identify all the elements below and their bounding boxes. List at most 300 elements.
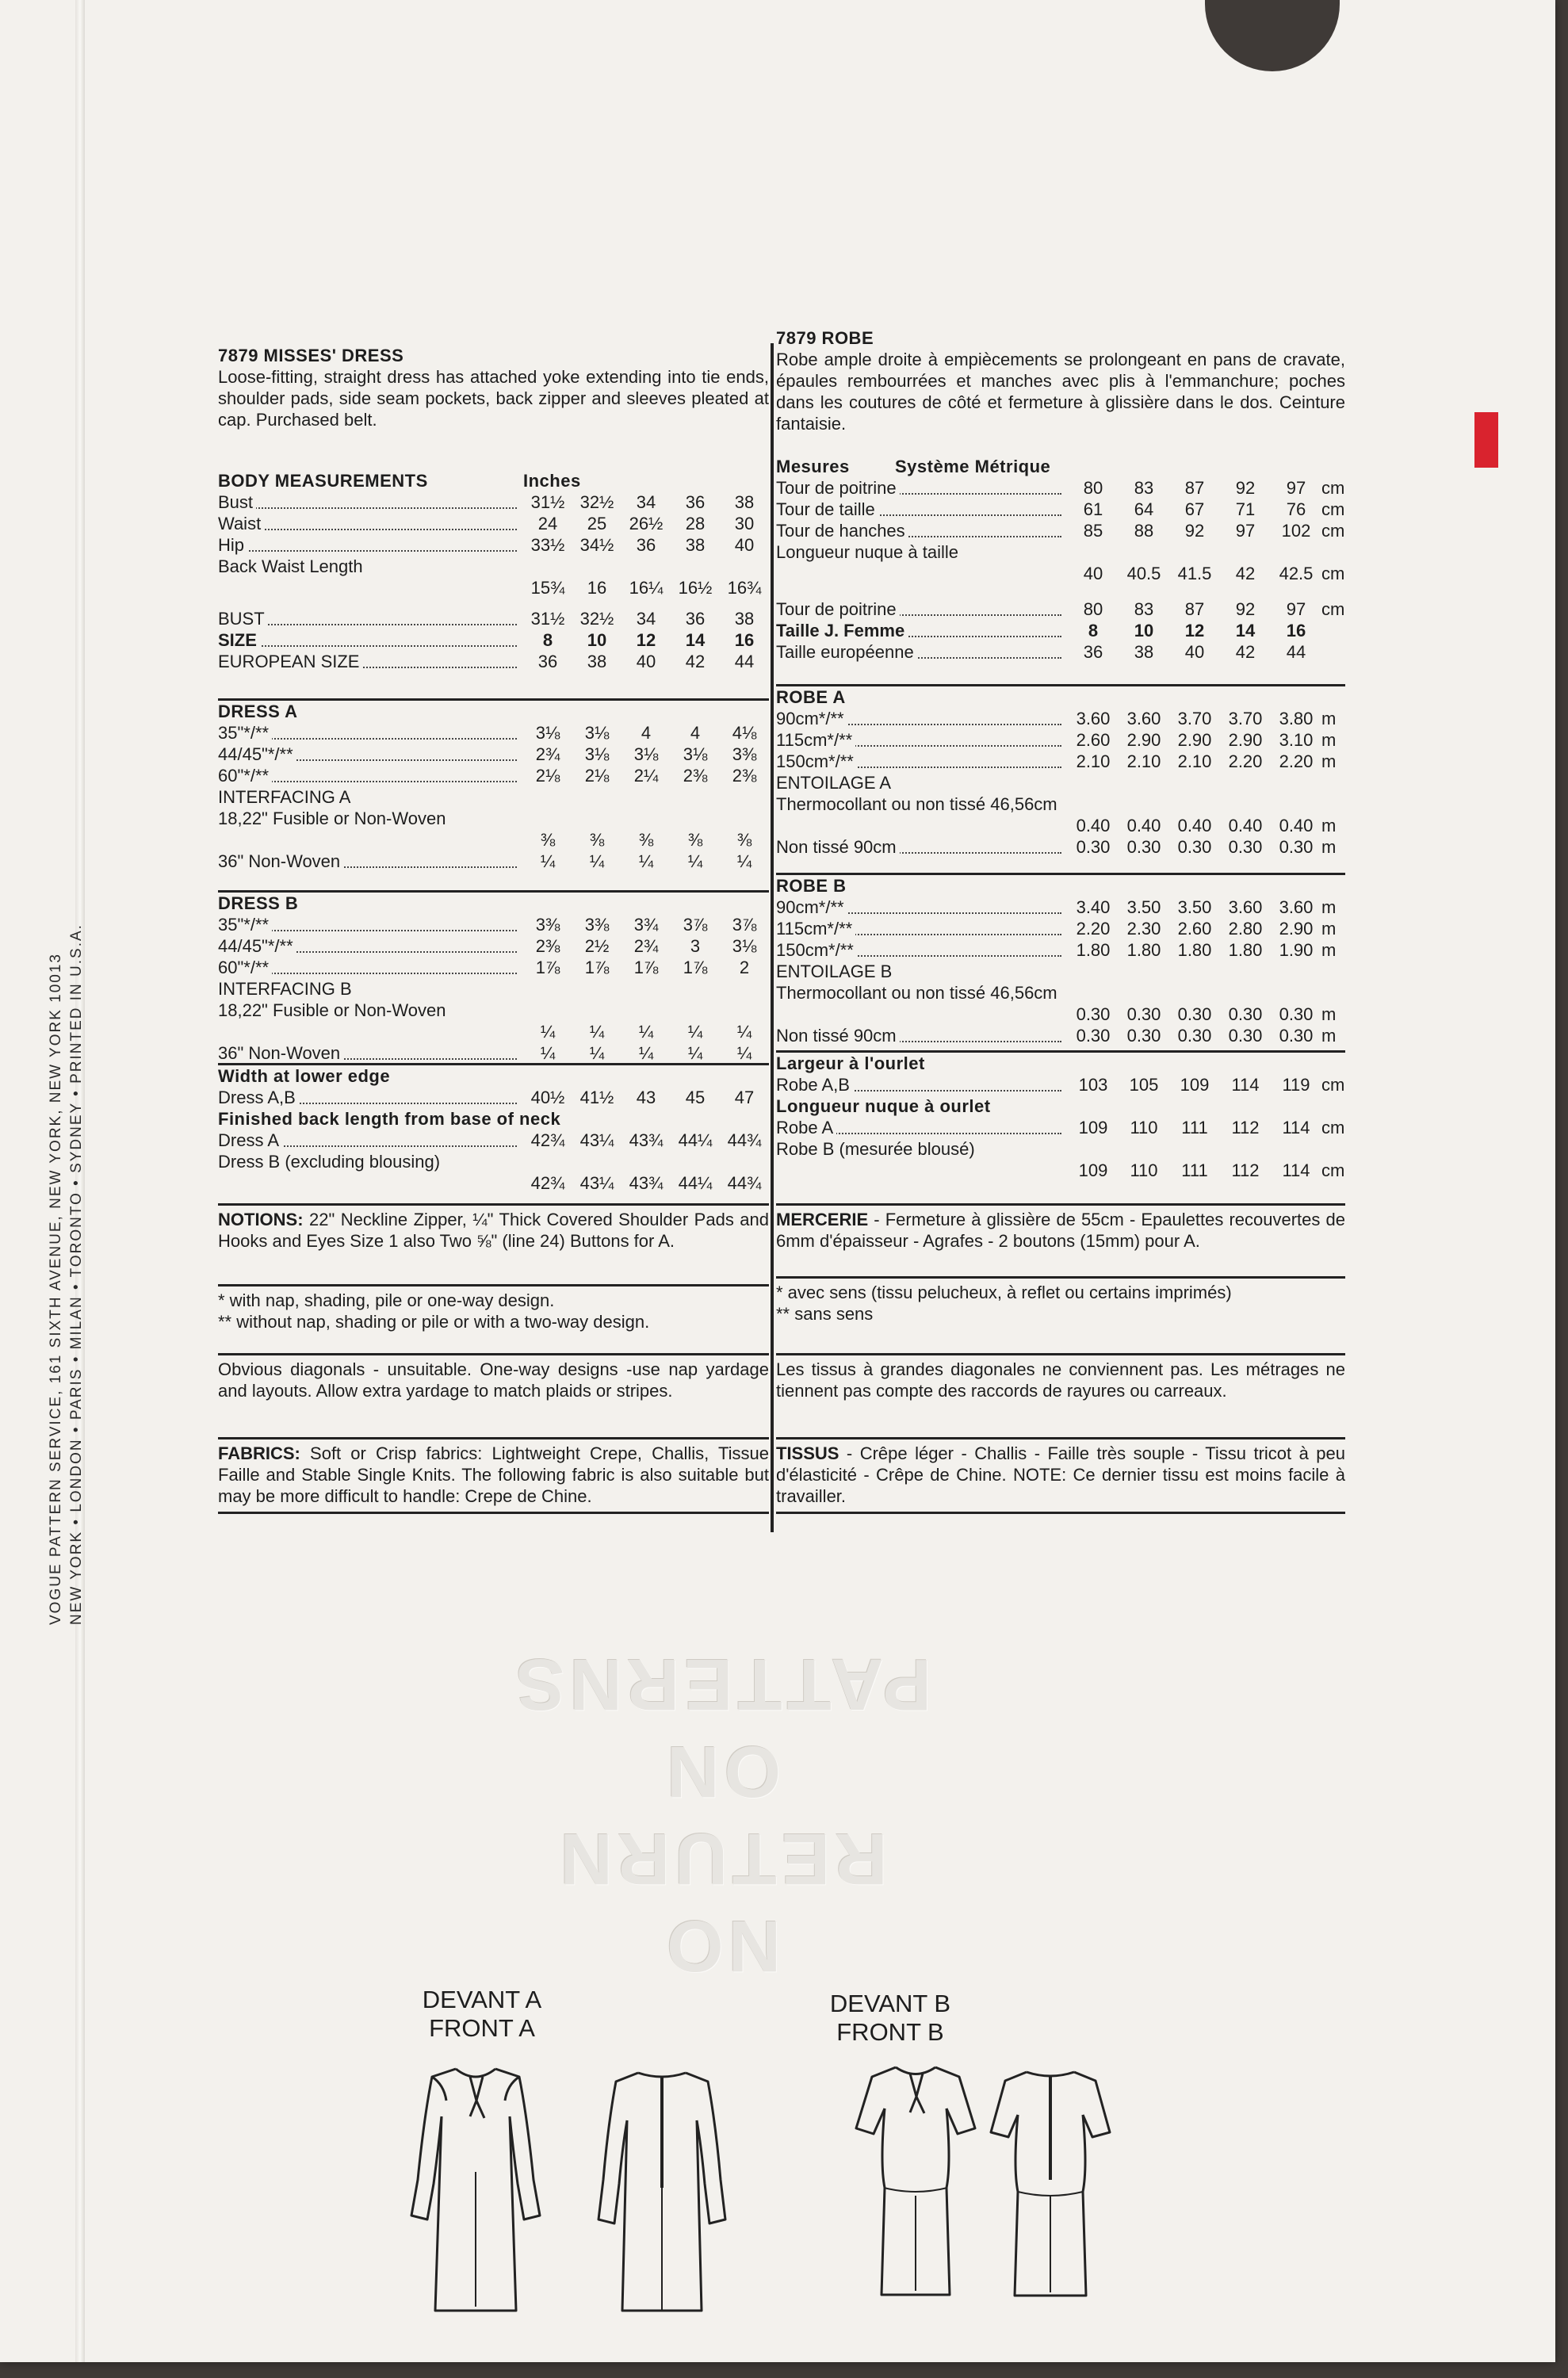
en-size-value: 38 <box>734 609 755 629</box>
fr-length-a-row <box>776 1117 1345 1138</box>
en-dress-b-yardage-value: 2⅜ <box>535 936 560 956</box>
en-nap-notes <box>218 1284 769 1332</box>
en-measurement-row-label: Bust <box>218 491 523 513</box>
fr-width-row <box>776 1074 1345 1095</box>
fr-measurement-value: 64 <box>1134 499 1154 519</box>
en-interfacing-a-value: ¼ <box>540 851 556 871</box>
en-interfacing-b-value: ¼ <box>589 1022 605 1042</box>
en-dress-b-yardage-row-label: 44/45"*/** <box>218 935 523 957</box>
en-dress-a-yardage-value: 2¾ <box>535 744 560 764</box>
fr-nap-note-2: ** sans sens <box>776 1304 874 1324</box>
fr-nap-note-1: * avec sens (tissu pelucheux, à reflet ou certains imprimés) <box>776 1283 1232 1302</box>
fr-entoilage-a-heading: ENTOILAGE A <box>776 773 892 793</box>
dress-b-back-sketch <box>983 2061 1118 2307</box>
en-dress-b-yardage-value: 3⅞ <box>683 915 708 935</box>
en-dress-b-yardage-row-label: 60"*/** <box>218 957 523 978</box>
en-interfacing-a-value: ⅜ <box>736 830 752 850</box>
view-b-french: DEVANT B <box>829 1990 951 2017</box>
fr-entoilage-b-value: 0.30 <box>1228 1004 1263 1024</box>
fr-robe-a <box>776 684 1345 858</box>
fr-measurement-value: 83 <box>1134 478 1154 498</box>
fr-robe-a-yardage-row-label: 150cm*/** <box>776 751 1068 772</box>
en-interfacing-a-value: ¼ <box>687 851 703 871</box>
en-dress-a-yardage-value: 3⅛ <box>535 723 560 743</box>
fr-entoilage-a-value: 0.40 <box>1228 816 1263 835</box>
en-size-value: 12 <box>636 630 656 650</box>
fr-length-a-value: 109 <box>1078 1118 1108 1137</box>
stamp-line-2: ON PATTERNS <box>511 1644 932 1812</box>
fr-size-value: 80 <box>1083 599 1103 619</box>
en-measurement-row <box>218 534 769 556</box>
fr-size-row <box>776 641 1345 663</box>
en-description: Loose-fitting, straight dress has attached yoke extending into tie ends, shoulder pads, side seam pockets, back zipper and sleeves pleated at cap. Purchased belt. <box>218 367 769 430</box>
en-notions-label: NOTIONS: <box>218 1210 304 1229</box>
fr-width-value: 109 <box>1180 1075 1210 1095</box>
en-dress-b-yardage-row <box>218 914 769 935</box>
en-dress-b-yardage-value: 3¾ <box>633 915 659 935</box>
fr-length-a-row <box>776 1117 1345 1138</box>
en-size-row <box>218 608 769 629</box>
en-dress-a-yardage-row <box>218 765 769 786</box>
fr-finished-measurements <box>776 1050 1345 1181</box>
en-body-measurements <box>218 470 769 672</box>
pattern-info-sheet <box>218 313 1345 1534</box>
en-dress-a-yardage-value: 4⅛ <box>732 723 757 743</box>
en-nap-note-1: * with nap, shading, pile or one-way design. <box>218 1290 555 1310</box>
fr-measurement-value: 87 <box>1184 478 1205 498</box>
en-length-a-value: 42¾ <box>530 1130 565 1150</box>
en-body-measurements-heading: BODY MEASUREMENTS <box>218 471 428 491</box>
fr-size-value: 42 <box>1235 642 1256 662</box>
fr-size-value: 36 <box>1083 642 1103 662</box>
fr-robe-b-heading: ROBE B <box>776 876 847 896</box>
fr-measurement-value: 41.5 <box>1177 564 1212 583</box>
dress-b-front-sketch <box>848 2053 983 2307</box>
en-length-b-value: 42¾ <box>530 1173 565 1193</box>
fr-width-value: 119 <box>1282 1075 1310 1095</box>
en-measurement-value: 28 <box>685 514 706 533</box>
en-nap-note-2: ** without nap, shading or pile or with a two-way design. <box>218 1312 650 1332</box>
en-dress-a-yardage-value: 4 <box>641 723 652 743</box>
en-size-row-label: EUROPEAN SIZE <box>218 651 523 672</box>
en-dress-b <box>218 890 769 1064</box>
fr-size-value: 8 <box>1088 621 1099 640</box>
fr-entoilage-a-value: 0.40 <box>1126 816 1161 835</box>
fr-robe-b-yardage-value: 1.80 <box>1076 940 1111 960</box>
en-finished-measurements <box>218 1063 769 1194</box>
en-measurement-row <box>218 556 769 577</box>
fr-entoilage-b-heading: ENTOILAGE B <box>776 962 893 981</box>
en-interfacing-b-value: ¼ <box>638 1043 654 1063</box>
en-size-row-label: SIZE <box>218 629 523 651</box>
fr-width-row <box>776 1074 1345 1095</box>
fr-entoilage-b-row <box>776 1004 1345 1025</box>
fr-length-b-value: 109 <box>1078 1160 1108 1180</box>
fr-robe-b-yardage-value: 3.60 <box>1279 897 1314 917</box>
en-length-b-row-label <box>218 1172 523 1194</box>
fr-robe-a-yardage-value: 2.90 <box>1177 730 1212 750</box>
fr-measures-heading: Mesures <box>776 457 850 476</box>
fr-entoilage-a-value: 0.30 <box>1279 837 1314 857</box>
fr-robe-a-yardage-value: 3.70 <box>1228 709 1263 728</box>
fr-length-b-value: 110 <box>1130 1160 1158 1180</box>
en-interfacing-b-row <box>218 1042 769 1064</box>
fr-measurement-value: 76 <box>1286 499 1306 519</box>
fr-entoilage-b-value: 0.30 <box>1228 1026 1263 1046</box>
view-a-label <box>387 1986 577 2043</box>
en-measurement-value: 36 <box>685 492 706 512</box>
fr-length-heading: Longueur nuque à ourlet <box>776 1096 991 1116</box>
fr-robe-b-yardage-unit: m <box>1321 940 1337 960</box>
en-dress-a-yardage-value: 3⅜ <box>732 744 757 764</box>
en-dress-b-yardage-row-label: 35"*/** <box>218 914 523 935</box>
en-size-rows <box>218 608 769 672</box>
fr-width-value: 103 <box>1078 1075 1108 1095</box>
fr-entoilage-a-value: 0.30 <box>1076 837 1111 857</box>
fr-entoilage-b-row <box>776 1025 1345 1046</box>
fr-robe-b-yardage-value: 3.60 <box>1228 897 1263 917</box>
fr-robe-b-yardage-value: 3.40 <box>1076 897 1111 917</box>
en-dress-a-yardage-row-label: 35"*/** <box>218 722 523 744</box>
en-interfacing-a-row <box>218 829 769 851</box>
en-interfacing-a-row-label: 36" Non-Woven <box>218 851 523 872</box>
fr-entoilage-a-value: 0.40 <box>1076 816 1111 835</box>
en-size-value: 32½ <box>579 609 614 629</box>
en-dress-b-yardage-value: 3⅞ <box>732 915 757 935</box>
fr-robe-a-yardage-unit: m <box>1321 751 1337 771</box>
en-measurement-row <box>218 513 769 534</box>
fr-robe-a-yardage-unit: m <box>1321 709 1337 728</box>
fr-size-unit: cm <box>1321 599 1345 619</box>
fr-entoilage-a-row <box>776 836 1345 858</box>
fr-size-value: 12 <box>1184 621 1205 640</box>
en-dress-a-yardage-value: 3⅛ <box>633 744 659 764</box>
en-dress-a <box>218 698 769 872</box>
fr-robe-a-yardage-value: 2.20 <box>1279 751 1314 771</box>
en-dress-b-yardage-value: 2¾ <box>633 936 659 956</box>
en-measurement-value: 30 <box>734 514 755 533</box>
fr-size-rows <box>776 598 1345 663</box>
fr-measurement-row <box>776 563 1345 584</box>
en-dress-b-yardage-row <box>218 935 769 957</box>
fr-size-value: 14 <box>1235 621 1256 640</box>
en-dress-a-yardage-value: 4 <box>690 723 701 743</box>
fr-measurement-value: 67 <box>1184 499 1205 519</box>
fr-length-b-unit: cm <box>1321 1160 1345 1180</box>
en-dress-a-yardage-value: 2⅜ <box>683 766 708 786</box>
en-fabrics-label: FABRICS: <box>218 1443 300 1463</box>
en-measurement-value: 36 <box>636 535 656 555</box>
publisher-credit <box>46 923 87 1625</box>
fr-length-a-value: 112 <box>1231 1118 1260 1137</box>
fr-title: 7879 ROBE <box>776 328 874 348</box>
en-width-row <box>218 1087 769 1108</box>
en-size-value: 36 <box>537 652 558 671</box>
publisher-cities: NEW YORK • LONDON • PARIS • MILAN • TORONTO • SYDNEY • PRINTED IN U.S.A. <box>68 923 85 1625</box>
en-width-row <box>218 1087 769 1108</box>
fr-measurement-row <box>776 520 1345 541</box>
fr-robe-b-yardage-value: 1.90 <box>1279 940 1314 960</box>
en-interfacing-a-value: ⅜ <box>638 830 654 850</box>
en-interfacing-a-rows <box>218 808 769 872</box>
en-interfacing-a-value: ¼ <box>736 851 752 871</box>
en-measurement-value: 38 <box>685 535 706 555</box>
fr-entoilage-a-value: 0.40 <box>1177 816 1212 835</box>
fr-robe-a-yardage-value: 2.90 <box>1126 730 1161 750</box>
en-interfacing-a-value: ⅜ <box>589 830 605 850</box>
fr-fabrics-text: - Crêpe léger - Challis - Faille très souple - Tissu tricot à peu d'élasticité - Crêpe de Chine. NOTE: Ce dernier tissu est moins facile à travailler. <box>776 1443 1345 1506</box>
fr-robe-b-yardage-row-label: 150cm*/** <box>776 939 1068 961</box>
fr-robe-b-yardage-row <box>776 897 1345 918</box>
fr-robe-b-yardage-row <box>776 939 1345 961</box>
en-interfacing-a-row <box>218 808 769 829</box>
en-measurement-value: 34½ <box>579 535 614 555</box>
fr-measures <box>776 456 1345 663</box>
fr-size-row <box>776 620 1345 641</box>
en-dress-b-yardage-row <box>218 957 769 978</box>
fr-length-a-unit: cm <box>1321 1118 1345 1137</box>
en-length-a-row <box>218 1130 769 1151</box>
fr-size-value: 10 <box>1134 621 1154 640</box>
en-dress-a-yardage-value: 2⅛ <box>584 766 610 786</box>
fr-notions-text: - Fermeture à glissière de 55cm - Epaulettes recouvertes de 6mm d'épaisseur - Agrafes - 2 boutons (15mm) pour A. <box>776 1210 1345 1251</box>
en-measurement-row-label: Waist <box>218 513 523 534</box>
en-dress-b-yardage-value: 1⅞ <box>535 958 560 977</box>
fr-width-row-label: Robe A,B <box>776 1074 1068 1095</box>
en-dress-b-yardage-value: 3⅛ <box>732 936 757 956</box>
en-interfacing-b-rows <box>218 1000 769 1064</box>
en-length-b-value: 43¾ <box>629 1173 664 1193</box>
en-dress-b-yardage-value: 1⅞ <box>683 958 708 977</box>
fr-length-b-value: 111 <box>1181 1160 1208 1180</box>
fr-size-row <box>776 598 1345 620</box>
en-size-value: 8 <box>542 630 553 650</box>
en-width-row-label: Dress A,B <box>218 1087 523 1108</box>
en-length-a-value: 44¼ <box>678 1130 713 1150</box>
fr-robe-a-yardage-value: 2.10 <box>1126 751 1161 771</box>
en-measurement-value: 40 <box>734 535 755 555</box>
en-width-value: 43 <box>636 1088 656 1107</box>
fr-measurement-value: 88 <box>1134 521 1154 541</box>
fr-entoilage-b-value: 0.30 <box>1076 1026 1111 1046</box>
en-interfacing-b-value: ¼ <box>736 1022 752 1042</box>
fr-robe-b-rows <box>776 897 1345 961</box>
en-measurement-value: 16 <box>587 578 607 598</box>
fr-size-value: 40 <box>1184 642 1205 662</box>
en-dress-a-yardage-row-label: 44/45"*/** <box>218 744 523 765</box>
hang-hole <box>1205 0 1340 71</box>
en-interfacing-a-value: ⅜ <box>687 830 703 850</box>
en-length-a-row <box>218 1130 769 1151</box>
fr-entoilage-a-value: 0.30 <box>1126 837 1161 857</box>
fr-size-value: 83 <box>1134 599 1154 619</box>
en-interfacing-b-value: ¼ <box>540 1022 556 1042</box>
en-interfacing-a-row-label: 18,22" Fusible or Non-Woven <box>218 808 769 829</box>
en-diagonals-text: Obvious diagonals - unsuitable. One-way designs -use nap yardage and layouts. Allow extra yardage to match plaids or stripes. <box>218 1359 769 1401</box>
fr-entoilage-a-row-label: Thermocollant ou non tissé 46,56cm <box>776 793 1321 815</box>
en-size-value: 31½ <box>530 609 565 629</box>
en-dress-b-yardage-value: 1⅞ <box>633 958 659 977</box>
fr-entoilage-b-value: 0.30 <box>1177 1004 1212 1024</box>
english-column <box>218 313 769 1534</box>
fr-robe-b-yardage-value: 2.90 <box>1279 919 1314 939</box>
fr-measurement-row <box>776 499 1345 520</box>
fr-size-value: 92 <box>1235 599 1256 619</box>
fr-length-b-value: 114 <box>1282 1160 1310 1180</box>
en-interfacing-a-heading: INTERFACING A <box>218 787 351 807</box>
fr-measurement-row-label: Tour de taille <box>776 499 1068 520</box>
en-width-value: 45 <box>685 1088 706 1107</box>
fr-size-row-label: Taille J. Femme <box>776 620 1068 641</box>
en-size-value: 10 <box>587 630 607 650</box>
fr-robe-b-yardage-value: 3.50 <box>1177 897 1212 917</box>
view-b-label <box>795 1990 985 2047</box>
fr-robe-a-yardage-row <box>776 708 1345 729</box>
fr-measurement-rows <box>776 477 1345 584</box>
en-interfacing-b-value: ¼ <box>687 1022 703 1042</box>
fr-entoilage-a-unit: m <box>1321 837 1337 857</box>
view-a-english: FRONT A <box>429 2014 535 2042</box>
fr-system-label: Système Métrique <box>895 457 1051 476</box>
fr-robe-b-yardage-value: 2.30 <box>1126 919 1161 939</box>
fr-robe-b-yardage-row <box>776 918 1345 939</box>
fr-mercerie <box>776 1203 1345 1252</box>
fr-description: Robe ample droite à empiècements se prolongeant en pans de cravate, épaules rembourrées et manches avec plis à l'emmanchure; poches dans les coutures de côté et fermeture à glissière dans le dos. Ceinture fantaisie. <box>776 350 1345 434</box>
en-measurement-row-label: Back Waist Length <box>218 556 769 577</box>
en-length-a-row-label: Dress A <box>218 1130 523 1151</box>
fr-measurement-row <box>776 477 1345 499</box>
french-column <box>776 313 1345 1534</box>
fr-length-b-row <box>776 1160 1345 1181</box>
en-measurement-value: 16¾ <box>727 578 762 598</box>
en-length-a-value: 43¾ <box>629 1130 664 1150</box>
en-size-value: 40 <box>636 652 656 671</box>
fr-robe-b-yardage-value: 2.60 <box>1177 919 1212 939</box>
en-size-value: 14 <box>685 630 706 650</box>
en-interfacing-a-row <box>218 851 769 872</box>
en-dress-b-yardage-value: 2 <box>739 958 750 977</box>
fr-measurement-value: 92 <box>1184 521 1205 541</box>
en-dress-b-rows <box>218 914 769 978</box>
en-diagonals-note <box>218 1353 769 1401</box>
en-fabrics-text: Soft or Crisp fabrics: Lightweight Crepe, Challis, Tissue Faille and Stable Single Knits. The following fabric is also suitable but may be more difficult to handle: Crepe de Chine. <box>218 1443 769 1506</box>
fr-robe-a-yardage-value: 2.90 <box>1228 730 1263 750</box>
en-interfacing-b-heading: INTERFACING B <box>218 979 352 999</box>
en-length-b-row <box>218 1172 769 1194</box>
en-length-b-row <box>218 1172 769 1194</box>
en-measurement-value: 16½ <box>678 578 713 598</box>
fr-robe-a-yardage-value: 3.60 <box>1126 709 1161 728</box>
fr-entoilage-a-value: 0.40 <box>1279 816 1314 835</box>
fr-entoilage-b-row-label <box>776 1004 1068 1025</box>
dress-a-back-sketch <box>591 2061 733 2323</box>
en-size-row-label: BUST <box>218 608 523 629</box>
fr-width-heading: Largeur à l'ourlet <box>776 1053 925 1073</box>
fr-entoilage-b-value: 0.30 <box>1076 1004 1111 1024</box>
fr-measurement-value: 42.5 <box>1279 564 1314 583</box>
fr-robe-b-yardage-value: 2.20 <box>1076 919 1111 939</box>
fr-robe-b-yardage-row-label: 90cm*/** <box>776 897 1068 918</box>
fr-size-row-label: Taille européenne <box>776 641 1068 663</box>
en-interfacing-b-row-label: 36" Non-Woven <box>218 1042 523 1064</box>
fr-size-value: 97 <box>1286 599 1306 619</box>
fr-measurement-value: 42 <box>1235 564 1256 583</box>
fr-robe-a-yardage-unit: m <box>1321 730 1337 750</box>
en-width-value: 41½ <box>579 1088 614 1107</box>
en-size-row <box>218 629 769 651</box>
fr-size-value: 38 <box>1134 642 1154 662</box>
fr-header <box>776 327 1345 434</box>
fr-length-b-row-label <box>776 1160 1068 1181</box>
fr-entoilage-b-value: 0.30 <box>1126 1026 1161 1046</box>
en-dress-b-yardage-value: 3⅜ <box>584 915 610 935</box>
fr-robe-b-yardage-unit: m <box>1321 919 1337 939</box>
fr-width-unit: cm <box>1321 1075 1345 1095</box>
fr-robe-b-yardage-value: 3.50 <box>1126 897 1161 917</box>
fr-fabrics-label: TISSUS <box>776 1443 839 1463</box>
fr-measurement-value: 71 <box>1235 499 1256 519</box>
en-length-b-value: 44¼ <box>678 1173 713 1193</box>
en-measurement-value: 34 <box>636 492 656 512</box>
fr-entoilage-b-unit: m <box>1321 1026 1337 1046</box>
fr-robe-b-yardage-value: 2.80 <box>1228 919 1263 939</box>
fr-robe-b-yardage-unit: m <box>1321 897 1337 917</box>
en-measurement-value: 24 <box>537 514 558 533</box>
fr-measurement-row-label: Tour de poitrine <box>776 477 1068 499</box>
en-measurement-row <box>218 491 769 513</box>
fr-notions-label: MERCERIE <box>776 1210 869 1229</box>
en-interfacing-b-value: ¼ <box>736 1043 752 1063</box>
publisher-address: VOGUE PATTERN SERVICE, 161 SIXTH AVENUE, NEW YORK, NEW YORK 10013 <box>48 953 64 1625</box>
fr-robe-b-yardage-value: 1.80 <box>1126 940 1161 960</box>
fr-entoilage-a-row <box>776 793 1345 815</box>
fr-robe-a-yardage-value: 2.10 <box>1177 751 1212 771</box>
en-interfacing-b-value: ¼ <box>589 1043 605 1063</box>
en-length-b-label: Dress B (excluding blousing) <box>218 1152 441 1172</box>
fr-width-value: 105 <box>1129 1075 1159 1095</box>
fr-measurement-value: 40 <box>1083 564 1103 583</box>
fr-tissus <box>776 1437 1345 1514</box>
en-interfacing-a-value: ¼ <box>638 851 654 871</box>
en-notions <box>218 1203 769 1252</box>
fr-length-a-value: 114 <box>1282 1118 1310 1137</box>
en-measurement-value: 26½ <box>629 514 664 533</box>
en-measurement-value: 33½ <box>530 535 565 555</box>
fr-entoilage-b-rows <box>776 982 1345 1046</box>
en-size-value: 16 <box>734 630 755 650</box>
en-size-value: 34 <box>636 609 656 629</box>
fr-measurement-unit: cm <box>1321 499 1345 519</box>
en-measurement-row-label: Hip <box>218 534 523 556</box>
en-measurement-row <box>218 577 769 598</box>
fr-entoilage-b-row-label: Thermocollant ou non tissé 46,56cm <box>776 982 1321 1004</box>
fr-robe-a-heading: ROBE A <box>776 687 846 707</box>
en-title: 7879 MISSES' DRESS <box>218 346 404 365</box>
en-dress-a-yardage-row-label: 60"*/** <box>218 765 523 786</box>
fr-robe-b-yardage-value: 1.80 <box>1177 940 1212 960</box>
fr-measurement-value: 80 <box>1083 478 1103 498</box>
fr-robe-b-yardage-value: 1.80 <box>1228 940 1263 960</box>
fr-robe-b-yardage-row-label: 115cm*/** <box>776 918 1068 939</box>
fr-robe-a-yardage-row-label: 115cm*/** <box>776 729 1068 751</box>
fr-width-value: 114 <box>1231 1075 1260 1095</box>
en-interfacing-a-value: ¼ <box>589 851 605 871</box>
en-measurement-value: 16¼ <box>629 578 664 598</box>
en-dress-a-heading: DRESS A <box>218 702 298 721</box>
fr-length-b-label: Robe B (mesurée blousé) <box>776 1139 975 1159</box>
fr-entoilage-b-value: 0.30 <box>1126 1004 1161 1024</box>
dress-a-front-sketch <box>400 2053 551 2323</box>
